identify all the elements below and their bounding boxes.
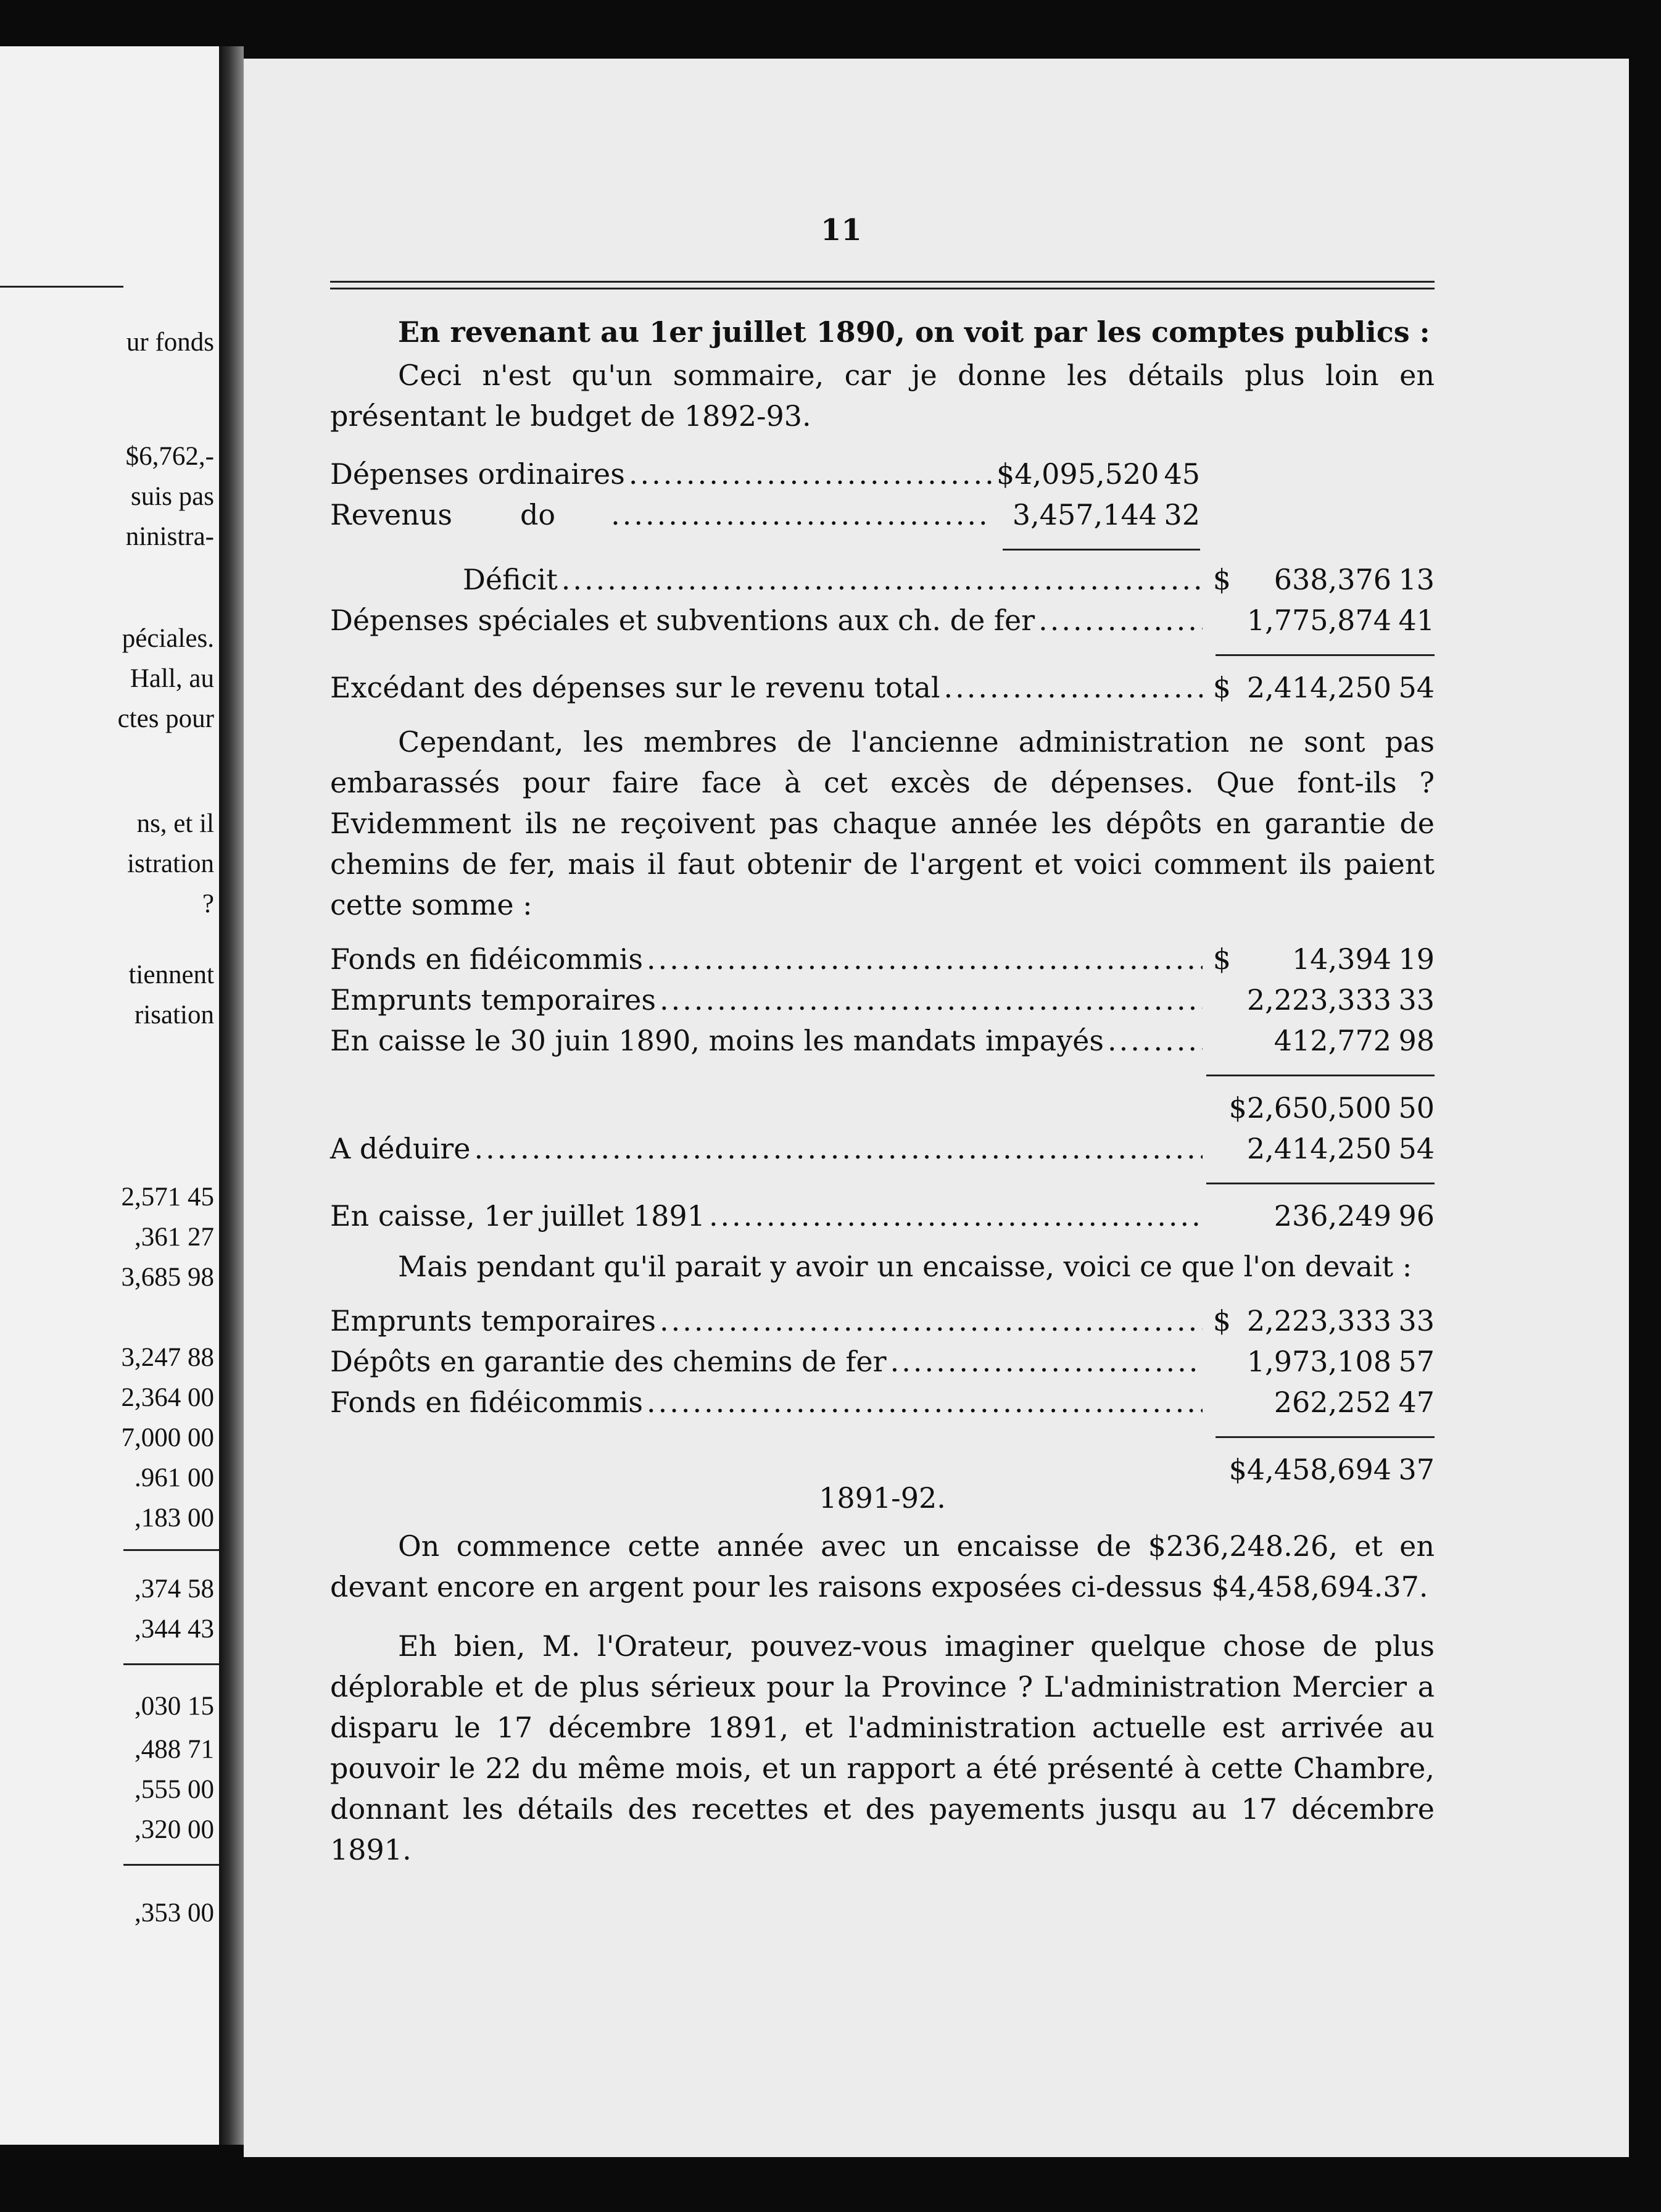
row-amount: 262,252 bbox=[1274, 1386, 1391, 1419]
debt-table bbox=[330, 1300, 1435, 1490]
page-number: 11 bbox=[821, 213, 862, 247]
row-cents: 47 bbox=[1398, 1386, 1435, 1419]
table-row bbox=[330, 1341, 1435, 1382]
left-page-line: 3,685 98 bbox=[121, 1263, 214, 1292]
row-amount: 236,249 bbox=[1274, 1199, 1391, 1233]
table-row bbox=[330, 559, 1435, 600]
row-cents: 37 bbox=[1398, 1453, 1435, 1486]
left-page-line: Hall, au bbox=[130, 664, 214, 693]
row-cents: 45 bbox=[1164, 457, 1200, 491]
row-currency: $ bbox=[1212, 563, 1231, 596]
left-page-line: ,320 00 bbox=[135, 1815, 214, 1844]
row-cents: 98 bbox=[1398, 1024, 1435, 1057]
leader-dots bbox=[944, 667, 1203, 708]
intro-paragraph: Ceci n'est qu'un sommaire, car je donne les détails plus loin en présentant le budget de 1892-93. bbox=[330, 359, 1435, 433]
row-label: Emprunts temporaires bbox=[330, 983, 657, 1017]
row-cents: 50 bbox=[1398, 1091, 1435, 1125]
table-row bbox=[330, 1300, 1435, 1341]
table-row bbox=[330, 939, 1435, 979]
row-amount: 2,414,250 bbox=[1246, 671, 1391, 704]
leader-dots bbox=[647, 939, 1203, 979]
left-page-line: ur fonds bbox=[126, 328, 214, 357]
left-page-line: 2,364 00 bbox=[121, 1383, 214, 1412]
row-cents: 32 bbox=[1164, 498, 1200, 531]
table-row bbox=[330, 1020, 1435, 1061]
row-label: Fonds en fidéicommis bbox=[330, 942, 643, 976]
left-page-line: ? bbox=[202, 889, 214, 918]
left-page-line: péciales. bbox=[122, 624, 214, 653]
left-page-line: suis pas bbox=[131, 482, 214, 511]
total-rule bbox=[1216, 654, 1435, 656]
row-cents: 54 bbox=[1398, 1132, 1435, 1165]
row-amount: 2,414,250 bbox=[1246, 1132, 1391, 1165]
row-amount: 14,394 bbox=[1292, 942, 1391, 976]
paragraph: Cependant, les membres de l'ancienne administration ne sont pas embarassés pour faire face à cet excès de dépenses. Que font-ils ? Evidemment ils ne reçoivent pas chaque année les dépôts en garantie de chemins de fer, mais il faut obtenir de l'argent et voici comment ils paient cette somme : bbox=[330, 725, 1435, 921]
row-amount: 1,973,108 bbox=[1246, 1345, 1391, 1378]
table-row bbox=[330, 1195, 1435, 1236]
ditto-mark: do bbox=[520, 498, 556, 531]
paragraph: On commence cette année avec un encaisse de $236,248.26, et en devant encore en argent pour les raisons exposées ci-dessus $4,458,694.37. bbox=[330, 1529, 1435, 1603]
left-page-line: .961 00 bbox=[135, 1463, 214, 1492]
leader-dots bbox=[890, 1341, 1203, 1382]
left-page-line: ,183 00 bbox=[135, 1503, 214, 1532]
subtotal-rule-row bbox=[330, 549, 1200, 551]
row-amount: 3,457,144 bbox=[1012, 498, 1157, 531]
left-page-line: 2,571 45 bbox=[121, 1183, 214, 1212]
row-label: En caisse le 30 juin 1890, moins les mandats impayés bbox=[330, 1024, 1104, 1057]
leader-dots bbox=[709, 1195, 1203, 1236]
intro-line: En revenant au 1er juillet 1890, on voit par les comptes publics : bbox=[398, 315, 1430, 349]
row-label: A déduire bbox=[330, 1132, 471, 1165]
leader-dots bbox=[1038, 600, 1203, 641]
leader-dots bbox=[1108, 1020, 1203, 1061]
row-amount: 1,775,874 bbox=[1246, 604, 1391, 637]
row-amount: 2,223,333 bbox=[1246, 1304, 1391, 1337]
total-rule-row bbox=[330, 654, 1435, 656]
total-rule bbox=[1216, 1436, 1435, 1438]
leader-dots bbox=[660, 1300, 1203, 1341]
row-cents: 57 bbox=[1398, 1345, 1435, 1378]
header-rule bbox=[330, 281, 1435, 289]
left-page-line: ,374 58 bbox=[135, 1574, 214, 1603]
row-amount: 412,772 bbox=[1274, 1024, 1391, 1057]
total-rule-row bbox=[330, 1436, 1435, 1438]
left-page-line: ,361 27 bbox=[135, 1223, 214, 1252]
row-label: Déficit bbox=[463, 563, 558, 596]
left-page-rule bbox=[123, 1549, 219, 1551]
table-row bbox=[330, 979, 1435, 1020]
summary-table-top bbox=[330, 454, 1200, 551]
left-page-rule bbox=[0, 286, 123, 288]
table-row bbox=[330, 494, 1200, 535]
section-heading: 1891-92. bbox=[819, 1481, 946, 1515]
table-row bbox=[330, 667, 1435, 708]
row-cents: 54 bbox=[1398, 671, 1435, 704]
row-currency: $ bbox=[1212, 671, 1231, 704]
leader-dots bbox=[629, 454, 993, 494]
left-page-line: ,488 71 bbox=[135, 1735, 214, 1764]
row-label: Dépenses spéciales et subventions aux ch. de fer bbox=[330, 604, 1035, 637]
left-page-line: ,030 15 bbox=[135, 1692, 214, 1721]
page-gutter bbox=[219, 46, 244, 2145]
left-page-line: ,555 00 bbox=[135, 1775, 214, 1804]
leader-dots bbox=[611, 494, 993, 535]
table-row bbox=[330, 600, 1435, 641]
subtotal-rule bbox=[1003, 549, 1200, 551]
row-cents: 96 bbox=[1398, 1199, 1435, 1233]
total-rule-row bbox=[330, 1183, 1435, 1184]
table-row bbox=[330, 1382, 1435, 1423]
left-page-rule bbox=[123, 1663, 219, 1665]
left-page-line: ninistra- bbox=[125, 522, 214, 551]
left-page-line: $6,762,- bbox=[125, 442, 214, 471]
total-rule bbox=[1206, 1183, 1435, 1184]
row-label: Dépôts en garantie des chemins de fer bbox=[330, 1345, 887, 1378]
leader-dots bbox=[647, 1382, 1203, 1423]
row-currency: $ bbox=[1212, 942, 1231, 976]
left-page-line: 7,000 00 bbox=[121, 1423, 214, 1452]
row-label: Excédant des dépenses sur le revenu total bbox=[330, 671, 940, 704]
left-page-line: ns, et il bbox=[136, 809, 214, 838]
row-amount: $4,095,520 bbox=[996, 457, 1159, 491]
left-page-line: risation bbox=[135, 1000, 214, 1029]
total-rule-row bbox=[330, 1075, 1435, 1076]
row-cents: 33 bbox=[1398, 1304, 1435, 1337]
row-amount: $2,650,500 bbox=[1228, 1091, 1391, 1125]
row-cents: 33 bbox=[1398, 983, 1435, 1017]
left-facing-page bbox=[0, 46, 219, 2145]
total-rule bbox=[1206, 1075, 1435, 1076]
left-page-line: ,344 43 bbox=[135, 1615, 214, 1644]
row-amount: $4,458,694 bbox=[1228, 1453, 1391, 1486]
summary-table-bottom bbox=[330, 559, 1435, 708]
payment-table bbox=[330, 939, 1435, 1236]
row-cents: 19 bbox=[1398, 942, 1435, 976]
main-page bbox=[244, 59, 1629, 2157]
row-amount: 638,376 bbox=[1274, 563, 1391, 596]
row-label: Fonds en fidéicommis bbox=[330, 1386, 643, 1419]
row-cents: 41 bbox=[1398, 604, 1435, 637]
table-row bbox=[330, 1087, 1435, 1128]
row-label: Dépenses ordinaires bbox=[330, 457, 625, 491]
table-row bbox=[330, 454, 1200, 494]
left-page-line: 3,247 88 bbox=[121, 1343, 214, 1372]
left-page-line: tiennent bbox=[128, 960, 214, 989]
paragraph: Mais pendant qu'il parait y avoir un encaisse, voici ce que l'on devait : bbox=[398, 1250, 1412, 1283]
row-cents: 13 bbox=[1398, 563, 1435, 596]
page-content bbox=[330, 312, 1435, 1870]
leader-dots bbox=[474, 1128, 1203, 1169]
row-label: Revenus bbox=[330, 498, 452, 531]
left-page-line: ,353 00 bbox=[135, 1898, 214, 1927]
row-label: En caisse, 1er juillet 1891 bbox=[330, 1199, 705, 1233]
row-amount: 2,223,333 bbox=[1246, 983, 1391, 1017]
table-row bbox=[330, 1128, 1435, 1169]
row-currency: $ bbox=[1212, 1304, 1231, 1337]
row-label: Emprunts temporaires bbox=[330, 1304, 657, 1337]
left-page-rule bbox=[123, 1864, 219, 1866]
paragraph: Eh bien, M. l'Orateur, pouvez-vous imaginer quelque chose de plus déplorable et de plus sérieux pour la Province ? L'administration Mercier a disparu le 17 décembre 1891, et l'administration actuelle est arrivée au pouvoir le 22 du même mois, et un rapport a été présenté à cette Chambre, donnant les détails des recettes et des payements jusqu au 17 décembre 1891. bbox=[330, 1629, 1435, 1866]
leader-dots bbox=[660, 979, 1203, 1020]
left-page-line: ctes pour bbox=[117, 704, 214, 733]
left-page-line: istration bbox=[127, 849, 214, 878]
leader-dots bbox=[561, 559, 1203, 600]
